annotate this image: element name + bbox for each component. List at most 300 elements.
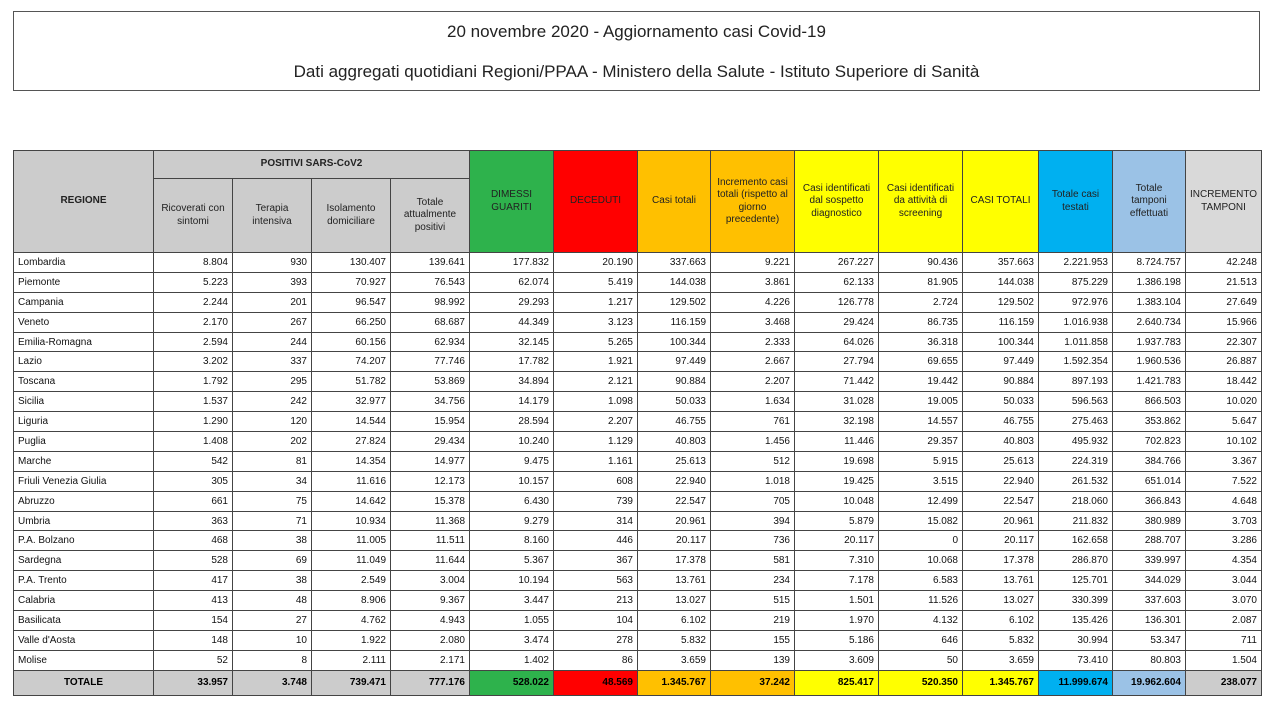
value-cell: 177.832 [470,253,554,273]
value-cell: 70.927 [312,272,391,292]
value-cell: 64.026 [795,332,879,352]
value-cell: 2.724 [879,292,963,312]
value-cell: 29.434 [391,432,470,452]
value-cell: 20.190 [554,253,638,273]
totals-cell: 1.345.767 [963,670,1039,695]
value-cell: 17.378 [963,551,1039,571]
value-cell: 339.997 [1113,551,1186,571]
value-cell: 2.111 [312,650,391,670]
region-name-cell: Umbria [14,511,154,531]
value-cell: 8.160 [470,531,554,551]
table-row [14,531,1262,551]
value-cell: 100.344 [963,332,1039,352]
value-cell: 5.647 [1186,412,1262,432]
table-row [14,650,1262,670]
value-cell: 10 [233,630,312,650]
header-terapia: Terapia intensiva [233,179,312,253]
value-cell: 14.977 [391,451,470,471]
value-cell: 34.756 [391,392,470,412]
value-cell: 86 [554,650,638,670]
value-cell: 15.954 [391,412,470,432]
value-cell: 50 [879,650,963,670]
totals-cell: 11.999.674 [1039,670,1113,695]
value-cell: 60.156 [312,332,391,352]
header-totale-casi-testati: Totale casi testati [1039,151,1113,253]
value-cell: 3.468 [711,312,795,332]
value-cell: 34.894 [470,372,554,392]
value-cell: 3.447 [470,591,554,611]
page-title: 20 novembre 2020 - Aggiornamento casi Covid-19 [447,22,826,41]
value-cell: 52 [154,650,233,670]
value-cell: 46.755 [963,412,1039,432]
value-cell: 1.386.198 [1113,272,1186,292]
region-name-cell: Sardegna [14,551,154,571]
value-cell: 711 [1186,630,1262,650]
value-cell: 12.173 [391,471,470,491]
value-cell: 3.659 [963,650,1039,670]
value-cell: 125.701 [1039,571,1113,591]
header-tamponi: Totale tamponi effettuati [1113,151,1186,253]
table-row [14,451,1262,471]
value-cell: 3.609 [795,650,879,670]
value-cell: 10.020 [1186,392,1262,412]
value-cell: 11.644 [391,551,470,571]
value-cell: 76.543 [391,272,470,292]
header-casi-totali: Casi totali [638,151,711,253]
value-cell: 278 [554,630,638,650]
value-cell: 468 [154,531,233,551]
value-cell: 201 [233,292,312,312]
value-cell: 5.265 [554,332,638,352]
value-cell: 1.055 [470,611,554,631]
value-cell: 9.221 [711,253,795,273]
totals-cell: 48.569 [554,670,638,695]
value-cell: 2.667 [711,352,795,372]
value-cell: 1.634 [711,392,795,412]
table-row [14,352,1262,372]
value-cell: 5.223 [154,272,233,292]
value-cell: 261.532 [1039,471,1113,491]
value-cell: 15.378 [391,491,470,511]
value-cell: 1.937.783 [1113,332,1186,352]
value-cell: 8.906 [312,591,391,611]
value-cell: 11.511 [391,531,470,551]
value-cell: 20.961 [963,511,1039,531]
header-incremento: Incremento casi totali (rispetto al giorno precedente) [711,151,795,253]
header-sospetto: Casi identificati dal sospetto diagnostico [795,151,879,253]
value-cell: 120 [233,412,312,432]
value-cell: 81 [233,451,312,471]
value-cell: 1.421.783 [1113,372,1186,392]
totals-cell: 33.957 [154,670,233,695]
value-cell: 5.367 [470,551,554,571]
value-cell: 736 [711,531,795,551]
value-cell: 38 [233,531,312,551]
value-cell: 71 [233,511,312,531]
value-cell: 1.501 [795,591,879,611]
value-cell: 363 [154,511,233,531]
value-cell: 3.861 [711,272,795,292]
header-totale-positivi: Totale attualmente positivi [391,179,470,253]
value-cell: 930 [233,253,312,273]
totals-cell: 238.077 [1186,670,1262,695]
table-row [14,412,1262,432]
value-cell: 116.159 [638,312,711,332]
value-cell: 2.171 [391,650,470,670]
value-cell: 3.123 [554,312,638,332]
value-cell: 875.229 [1039,272,1113,292]
value-cell: 218.060 [1039,491,1113,511]
value-cell: 3.703 [1186,511,1262,531]
value-cell: 12.499 [879,491,963,511]
table-row [14,491,1262,511]
value-cell: 1.921 [554,352,638,372]
value-cell: 5.832 [638,630,711,650]
value-cell: 14.179 [470,392,554,412]
value-cell: 19.442 [879,372,963,392]
header-isolamento: Isolamento domiciliare [312,179,391,253]
value-cell: 337 [233,352,312,372]
region-name-cell: Campania [14,292,154,312]
value-cell: 267 [233,312,312,332]
value-cell: 29.357 [879,432,963,452]
value-cell: 25.613 [963,451,1039,471]
value-cell: 4.354 [1186,551,1262,571]
value-cell: 28.594 [470,412,554,432]
value-cell: 2.170 [154,312,233,332]
value-cell: 11.005 [312,531,391,551]
header-regione: REGIONE [14,151,154,253]
table-row [14,432,1262,452]
table-row [14,272,1262,292]
value-cell: 380.989 [1113,511,1186,531]
value-cell: 1.129 [554,432,638,452]
region-name-cell: Sicilia [14,392,154,412]
value-cell: 1.018 [711,471,795,491]
value-cell: 211.832 [1039,511,1113,531]
value-cell: 295 [233,372,312,392]
value-cell: 31.028 [795,392,879,412]
value-cell: 144.038 [638,272,711,292]
value-cell: 4.132 [879,611,963,631]
value-cell: 86.735 [879,312,963,332]
totals-label: TOTALE [14,670,154,695]
region-name-cell: P.A. Trento [14,571,154,591]
value-cell: 661 [154,491,233,511]
value-cell: 48 [233,591,312,611]
value-cell: 4.648 [1186,491,1262,511]
value-cell: 11.049 [312,551,391,571]
value-cell: 40.803 [638,432,711,452]
value-cell: 25.613 [638,451,711,471]
value-cell: 6.583 [879,571,963,591]
value-cell: 53.347 [1113,630,1186,650]
value-cell: 77.746 [391,352,470,372]
region-name-cell: Basilicata [14,611,154,631]
value-cell: 97.449 [638,352,711,372]
value-cell: 53.869 [391,372,470,392]
value-cell: 202 [233,432,312,452]
value-cell: 1.016.938 [1039,312,1113,332]
value-cell: 367 [554,551,638,571]
value-cell: 1.383.104 [1113,292,1186,312]
value-cell: 10.068 [879,551,963,571]
table-row [14,471,1262,491]
table-row [14,253,1262,273]
value-cell: 384.766 [1113,451,1186,471]
value-cell: 446 [554,531,638,551]
value-cell: 2.549 [312,571,391,591]
table-row [14,611,1262,631]
value-cell: 20.961 [638,511,711,531]
value-cell: 81.905 [879,272,963,292]
header-incremento-tamponi: INCREMENTO TAMPONI [1186,151,1262,253]
value-cell: 19.698 [795,451,879,471]
value-cell: 19.005 [879,392,963,412]
value-cell: 42.248 [1186,253,1262,273]
region-name-cell: Puglia [14,432,154,452]
value-cell: 29.293 [470,292,554,312]
value-cell: 62.133 [795,272,879,292]
value-cell: 1.456 [711,432,795,452]
covid-data-table [13,150,1262,696]
value-cell: 4.943 [391,611,470,631]
value-cell: 20.117 [638,531,711,551]
value-cell: 5.915 [879,451,963,471]
totals-cell: 825.417 [795,670,879,695]
table-body [14,253,1262,671]
value-cell: 6.102 [963,611,1039,631]
value-cell: 20.117 [963,531,1039,551]
value-cell: 32.198 [795,412,879,432]
value-cell: 14.642 [312,491,391,511]
value-cell: 19.425 [795,471,879,491]
value-cell: 3.070 [1186,591,1262,611]
value-cell: 1.970 [795,611,879,631]
value-cell: 337.603 [1113,591,1186,611]
value-cell: 2.640.734 [1113,312,1186,332]
value-cell: 18.442 [1186,372,1262,392]
value-cell: 15.082 [879,511,963,531]
value-cell: 6.430 [470,491,554,511]
value-cell: 73.410 [1039,650,1113,670]
value-cell: 1.098 [554,392,638,412]
value-cell: 515 [711,591,795,611]
value-cell: 2.080 [391,630,470,650]
value-cell: 44.349 [470,312,554,332]
value-cell: 1.504 [1186,650,1262,670]
value-cell: 13.761 [963,571,1039,591]
totals-cell: 528.022 [470,670,554,695]
value-cell: 9.475 [470,451,554,471]
value-cell: 1.217 [554,292,638,312]
value-cell: 14.557 [879,412,963,432]
value-cell: 1.290 [154,412,233,432]
value-cell: 275.463 [1039,412,1113,432]
value-cell: 596.563 [1039,392,1113,412]
value-cell: 1.011.858 [1039,332,1113,352]
value-cell: 8.724.757 [1113,253,1186,273]
region-name-cell: Molise [14,650,154,670]
value-cell: 130.407 [312,253,391,273]
value-cell: 393 [233,272,312,292]
value-cell: 305 [154,471,233,491]
value-cell: 394 [711,511,795,531]
value-cell: 3.515 [879,471,963,491]
value-cell: 144.038 [963,272,1039,292]
value-cell: 135.426 [1039,611,1113,631]
value-cell: 22.547 [963,491,1039,511]
value-cell: 1.792 [154,372,233,392]
table-row [14,372,1262,392]
value-cell: 32.977 [312,392,391,412]
value-cell: 80.803 [1113,650,1186,670]
value-cell: 139.641 [391,253,470,273]
value-cell: 104 [554,611,638,631]
value-cell: 27.824 [312,432,391,452]
value-cell: 563 [554,571,638,591]
value-cell: 646 [879,630,963,650]
value-cell: 5.186 [795,630,879,650]
value-cell: 10.157 [470,471,554,491]
table-row [14,511,1262,531]
value-cell: 129.502 [638,292,711,312]
value-cell: 11.446 [795,432,879,452]
table-row [14,591,1262,611]
value-cell: 27.794 [795,352,879,372]
value-cell: 219 [711,611,795,631]
value-cell: 14.544 [312,412,391,432]
value-cell: 353.862 [1113,412,1186,432]
page-subtitle: Dati aggregati quotidiani Regioni/PPAA - Ministero della Salute - Istituto Superiore di Sanità [293,62,980,81]
header-deceduti: DECEDUTI [554,151,638,253]
value-cell: 40.803 [963,432,1039,452]
value-cell: 17.782 [470,352,554,372]
value-cell: 866.503 [1113,392,1186,412]
value-cell: 162.658 [1039,531,1113,551]
value-cell: 1.408 [154,432,233,452]
value-cell: 14.354 [312,451,391,471]
value-cell: 96.547 [312,292,391,312]
value-cell: 148 [154,630,233,650]
value-cell: 13.761 [638,571,711,591]
value-cell: 27.649 [1186,292,1262,312]
region-name-cell: Lombardia [14,253,154,273]
value-cell: 267.227 [795,253,879,273]
value-cell: 116.159 [963,312,1039,332]
value-cell: 10.048 [795,491,879,511]
value-cell: 651.014 [1113,471,1186,491]
region-name-cell: Marche [14,451,154,471]
value-cell: 3.202 [154,352,233,372]
value-cell: 1.161 [554,451,638,471]
value-cell: 705 [711,491,795,511]
title-box [13,11,1260,91]
header-positivi-group: POSITIVI SARS-CoV2 [154,151,470,179]
totals-cell: 1.345.767 [638,670,711,695]
value-cell: 495.932 [1039,432,1113,452]
value-cell: 542 [154,451,233,471]
region-name-cell: Valle d'Aosta [14,630,154,650]
value-cell: 15.966 [1186,312,1262,332]
value-cell: 75 [233,491,312,511]
value-cell: 357.663 [963,253,1039,273]
value-cell: 244 [233,332,312,352]
value-cell: 100.344 [638,332,711,352]
value-cell: 155 [711,630,795,650]
value-cell: 2.121 [554,372,638,392]
value-cell: 34 [233,471,312,491]
value-cell: 38 [233,571,312,591]
value-cell: 581 [711,551,795,571]
value-cell: 288.707 [1113,531,1186,551]
value-cell: 1.922 [312,630,391,650]
value-cell: 10.240 [470,432,554,452]
value-cell: 608 [554,471,638,491]
header-screening: Casi identificati da attività di screening [879,151,963,253]
value-cell: 242 [233,392,312,412]
value-cell: 8.804 [154,253,233,273]
value-cell: 0 [879,531,963,551]
value-cell: 3.367 [1186,451,1262,471]
value-cell: 9.367 [391,591,470,611]
value-cell: 22.940 [963,471,1039,491]
value-cell: 11.616 [312,471,391,491]
value-cell: 224.319 [1039,451,1113,471]
region-name-cell: Toscana [14,372,154,392]
value-cell: 702.823 [1113,432,1186,452]
value-cell: 2.221.953 [1039,253,1113,273]
value-cell: 3.004 [391,571,470,591]
region-name-cell: Friuli Venezia Giulia [14,471,154,491]
value-cell: 90.884 [963,372,1039,392]
value-cell: 10.934 [312,511,391,531]
value-cell: 27 [233,611,312,631]
value-cell: 98.992 [391,292,470,312]
value-cell: 11.526 [879,591,963,611]
value-cell: 20.117 [795,531,879,551]
region-name-cell: Liguria [14,412,154,432]
value-cell: 314 [554,511,638,531]
totals-cell: 520.350 [879,670,963,695]
value-cell: 3.474 [470,630,554,650]
value-cell: 1.402 [470,650,554,670]
value-cell: 972.976 [1039,292,1113,312]
value-cell: 4.226 [711,292,795,312]
value-cell: 13.027 [963,591,1039,611]
value-cell: 417 [154,571,233,591]
value-cell: 5.879 [795,511,879,531]
header-dimessi: DIMESSI GUARITI [470,151,554,253]
value-cell: 9.279 [470,511,554,531]
value-cell: 46.755 [638,412,711,432]
header-casi-totali-2: CASI TOTALI [963,151,1039,253]
value-cell: 50.033 [963,392,1039,412]
region-name-cell: Lazio [14,352,154,372]
value-cell: 413 [154,591,233,611]
value-cell: 26.887 [1186,352,1262,372]
value-cell: 213 [554,591,638,611]
value-cell: 330.399 [1039,591,1113,611]
value-cell: 21.513 [1186,272,1262,292]
value-cell: 2.207 [711,372,795,392]
value-cell: 51.782 [312,372,391,392]
value-cell: 7.522 [1186,471,1262,491]
value-cell: 62.934 [391,332,470,352]
value-cell: 50.033 [638,392,711,412]
value-cell: 897.193 [1039,372,1113,392]
value-cell: 74.207 [312,352,391,372]
